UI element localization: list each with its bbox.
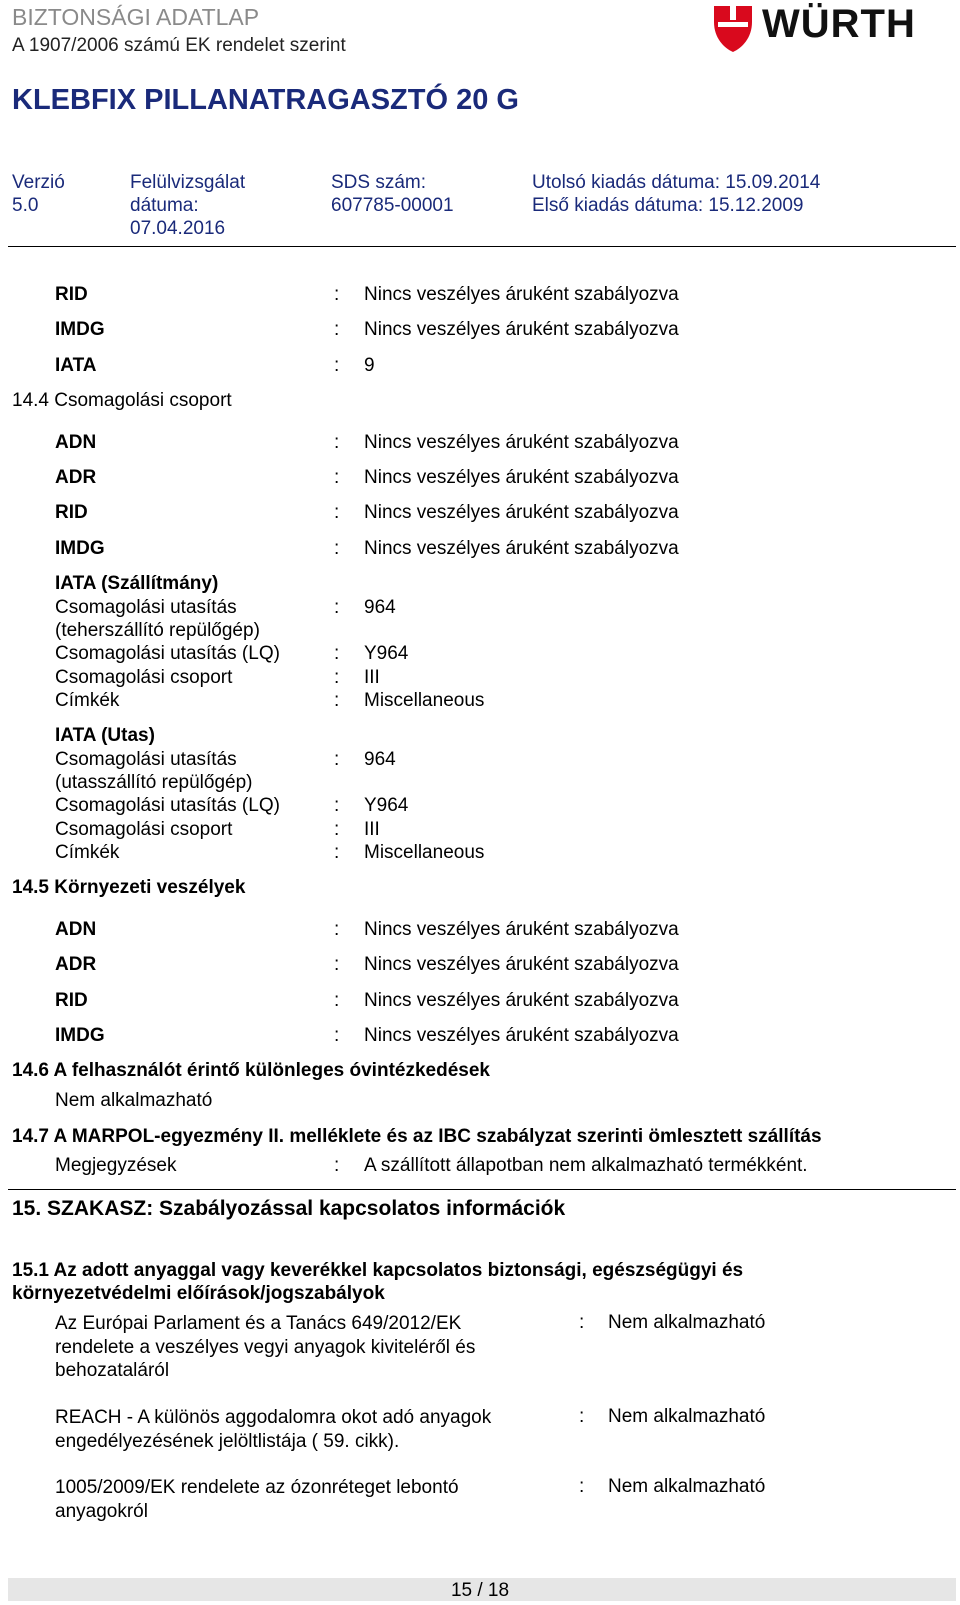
colon: : — [334, 990, 340, 1011]
product-title: KLEBFIX PILLANATRAGASZTÓ 20 G — [12, 84, 519, 116]
row-label: Címkék — [55, 842, 120, 863]
colon: : — [334, 667, 340, 688]
row-value: Nincs veszélyes áruként szabályozva — [364, 990, 679, 1011]
colon: : — [334, 319, 340, 340]
row-value: Nincs veszélyes áruként szabályozva — [364, 284, 679, 305]
iata-cargo-heading: IATA (Szállítmány) — [55, 573, 219, 594]
colon: : — [334, 842, 340, 863]
colon: : — [334, 1025, 340, 1046]
row-label: Csomagolási csoport — [55, 819, 233, 840]
row-label: IATA — [55, 355, 97, 376]
meta-sds-value: 607785-00001 — [331, 195, 454, 216]
regulation-item-line: behozataláról — [55, 1360, 170, 1381]
colon: : — [334, 467, 340, 488]
regulation-item — [55, 1476, 459, 1523]
row-label: ADN — [55, 919, 97, 940]
section-heading-14-7: 14.7 A MARPOL-egyezmény II. melléklete és az IBC szabályzat szerinti ömlesztett szállítás — [12, 1126, 822, 1147]
row-label: RID — [55, 990, 88, 1011]
row-label: Csomagolási utasítás — [55, 749, 237, 770]
regulation-item-value: Nem alkalmazható — [608, 1476, 766, 1497]
row-value: Nincs veszélyes áruként szabályozva — [364, 432, 679, 453]
section-divider — [8, 1189, 956, 1190]
row-label: RID — [55, 502, 88, 523]
colon: : — [334, 954, 340, 975]
section-heading-15-1-line1: 15.1 Az adott anyaggal vagy keverékkel kapcsolatos biztonsági, egészségügyi és — [12, 1260, 744, 1281]
regulation-item-line: REACH - A különös aggodalomra okot adó anyagok — [55, 1407, 492, 1428]
meta-issue-dates — [532, 171, 820, 217]
row-label: (teherszállító repülőgép) — [55, 620, 260, 641]
row-value: A szállított állapotban nem alkalmazható termékként. — [364, 1155, 808, 1176]
colon: : — [334, 643, 340, 664]
header-divider — [8, 246, 956, 247]
meta-version — [12, 171, 65, 217]
iata-passenger-heading: IATA (Utas) — [55, 725, 155, 746]
row-value: Y964 — [364, 795, 409, 816]
colon: : — [334, 355, 340, 376]
colon: : — [579, 1406, 585, 1427]
row-value: Nincs veszélyes áruként szabályozva — [364, 954, 679, 975]
colon: : — [334, 432, 340, 453]
row-label: Csomagolási utasítás — [55, 597, 237, 618]
row-label: ADN — [55, 432, 97, 453]
meta-version-value: 5.0 — [12, 195, 39, 216]
row-value: III — [364, 667, 380, 688]
colon: : — [334, 538, 340, 559]
brand-wordmark: WÜRTH — [762, 2, 916, 46]
regulation-item-line: engedélyezésének jelöltlistája ( 59. cikk). — [55, 1430, 400, 1452]
colon: : — [579, 1312, 585, 1333]
row-label: Csomagolási utasítás (LQ) — [55, 795, 280, 816]
section-heading-14-4: 14.4 Csomagolási csoport — [12, 390, 232, 411]
row-value: Miscellaneous — [364, 842, 485, 863]
regulation-item — [55, 1406, 491, 1453]
meta-revision-label: Felülvizsgálat — [130, 172, 246, 193]
row-value: Nincs veszélyes áruként szabályozva — [364, 467, 679, 488]
colon: : — [334, 690, 340, 711]
section-heading-14-6: 14.6 A felhasználót érintő különleges óvintézkedések — [12, 1060, 490, 1081]
meta-version-label: Verzió — [12, 172, 65, 193]
row-value: 964 — [364, 597, 396, 618]
row-label: (utasszállító repülőgép) — [55, 772, 253, 793]
row-value: Nincs veszélyes áruként szabályozva — [364, 502, 679, 523]
regulation-item-value: Nem alkalmazható — [608, 1406, 766, 1427]
meta-revision-date-value: 07.04.2016 — [130, 218, 226, 239]
row-label: IMDG — [55, 319, 105, 340]
colon: : — [334, 284, 340, 305]
row-label: Megjegyzések — [55, 1155, 177, 1176]
colon: : — [334, 919, 340, 940]
meta-last-issue: Utolsó kiadás dátuma: 15.09.2014 — [532, 172, 821, 193]
regulation-item-line: Az Európai Parlament és a Tanács 649/2012/EK — [55, 1313, 462, 1334]
section-heading-14-5: 14.5 Környezeti veszélyek — [12, 877, 246, 898]
row-value: Nincs veszélyes áruként szabályozva — [364, 919, 679, 940]
wurth-logo — [712, 2, 942, 54]
section-heading-15-1-line2: környezetvédelmi előírások/jogszabályok — [12, 1283, 385, 1304]
colon: : — [334, 795, 340, 816]
regulation-item — [55, 1312, 475, 1383]
colon: : — [334, 502, 340, 523]
document-type: BIZTONSÁGI ADATLAP — [12, 4, 260, 30]
section-heading-15: 15. SZAKASZ: Szabályozással kapcsolatos információk — [12, 1197, 566, 1220]
section-14-6-text: Nem alkalmazható — [55, 1090, 213, 1111]
row-value: III — [364, 819, 380, 840]
row-value: 964 — [364, 749, 396, 770]
colon: : — [334, 597, 340, 618]
row-label: RID — [55, 284, 88, 305]
meta-sds-number — [331, 171, 454, 217]
meta-revision-date — [130, 171, 245, 240]
row-label: Csomagolási csoport — [55, 667, 233, 688]
page-number: 15 / 18 — [450, 1580, 510, 1601]
row-value: Nincs veszélyes áruként szabályozva — [364, 1025, 679, 1046]
row-label: Címkék — [55, 690, 120, 711]
row-label: IMDG — [55, 538, 105, 559]
regulation-item-line: rendelete a veszélyes vegyi anyagok kiviteléről és — [55, 1336, 476, 1358]
row-value: Miscellaneous — [364, 690, 485, 711]
regulation-subtitle: A 1907/2006 számú EK rendelet szerint — [12, 35, 346, 56]
colon: : — [334, 819, 340, 840]
row-value: 9 — [364, 355, 375, 376]
row-label: IMDG — [55, 1025, 105, 1046]
colon: : — [334, 1155, 340, 1176]
regulation-item-line: anyagokról — [55, 1500, 148, 1522]
meta-first-issue: Első kiadás dátuma: 15.12.2009 — [532, 195, 804, 216]
row-value: Y964 — [364, 643, 409, 664]
row-label: Csomagolási utasítás (LQ) — [55, 643, 280, 664]
row-value: Nincs veszélyes áruként szabályozva — [364, 538, 679, 559]
meta-sds-label: SDS szám: — [331, 172, 427, 193]
regulation-item-value: Nem alkalmazható — [608, 1312, 766, 1333]
row-label: ADR — [55, 467, 97, 488]
colon: : — [579, 1476, 585, 1497]
row-label: ADR — [55, 954, 97, 975]
row-value: Nincs veszélyes áruként szabályozva — [364, 319, 679, 340]
colon: : — [334, 749, 340, 770]
regulation-item-line: 1005/2009/EK rendelete az ózonréteget lebontó — [55, 1477, 459, 1498]
meta-revision-value: dátuma: — [130, 195, 199, 216]
